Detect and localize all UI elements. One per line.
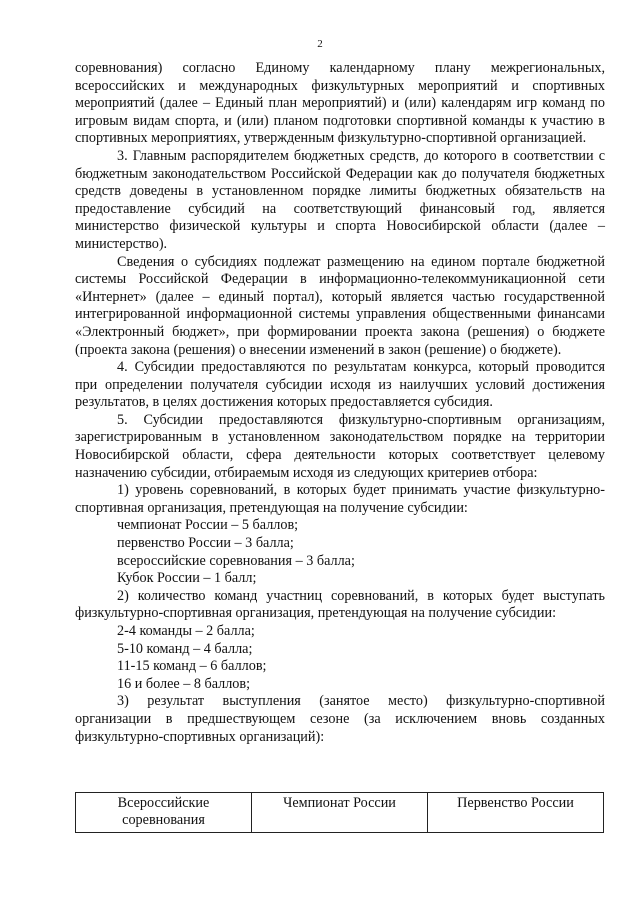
- list-item: 2-4 команды – 2 балла;: [117, 623, 255, 639]
- criterion-1: 1) уровень соревнований, в которых будет принимать участие физкультурно-спортивная организация, претендующая на получение субсидии:: [75, 482, 605, 516]
- criterion-2: 2) количество команд участниц соревнований, в которых будет выступать физкультурно-спортивная организация, претендующая на получение субсидии:: [75, 587, 605, 622]
- page-number: 2: [317, 38, 323, 50]
- list-item: чемпионат России – 5 баллов;: [117, 517, 299, 534]
- list-item: 11-15 команд – 6 баллов;: [117, 658, 267, 675]
- paragraph-3: 3. Главным распорядителем бюджетных средств, до которого в соответствии с бюджетным законодательством Российской Федерации как до получателя бюджетных средств доведены в установленном порядке лимиты бюджетных обязательств на предоставление субсидий на соответствующий финансовый год, является министерство физической культуры и спорта Новосибирской области (далее – министерство).: [75, 147, 605, 252]
- list-item: 16 и более – 8 баллов;: [117, 675, 251, 692]
- table-header-cell: Чемпионат России: [252, 793, 428, 833]
- document-body: [75, 60, 605, 746]
- table-header-cell: Первенство России: [428, 793, 604, 833]
- paragraph-4: 4. Субсидии предоставляются по результатам конкурса, который проводится при определении получателя субсидии исходя из наилучших условий достижения результатов, в целях достижения которых предоставляется субсидия.: [75, 359, 605, 411]
- list-item: первенство России – 3 балла;: [117, 535, 294, 552]
- table-header-row: [76, 793, 604, 833]
- paragraph-portal-info: Сведения о субсидиях подлежат размещению на едином портале бюджетной системы Российской Федерации в информационно-телекоммуникационной сети «Интернет» (далее – единый портал), который является частью государственной интегрированной информационной системы управления общественными финансами «Электронный бюджет», при формировании проекта закона (решения) о бюджете (проекта закона (решения) о внесении изменений в закон (решение) о бюджете).: [75, 253, 605, 358]
- paragraph-5: 5. Субсидии предоставляются физкультурно-спортивным организациям, зарегистрированным в установленном законодательством порядке на территории Новосибирской области, сфера деятельности которых соответствует целевому назначению субсидии, отбираемым исходя из следующих критериев отбора:: [75, 411, 605, 481]
- criterion-3: 3) результат выступления (занятое место) физкультурно-спортивной организации в предшествующем сезоне (за исключением вновь созданных физкультурно-спортивных организаций):: [75, 693, 605, 745]
- list-item: всероссийские соревнования – 3 балла;: [117, 552, 355, 569]
- paragraph-continuation: соревнования) согласно Единому календарному плану межрегиональных, всероссийских и международных физкультурных мероприятий и спортивных мероприятий (далее – Единый план мероприятий) и (или) календарям игр команд по игровым видам спорта, и (или) планом подготовки спортивной команды к участию в спортивных мероприятиях, утвержденным физкультурно-спортивной организацией.: [75, 60, 605, 147]
- list-item: Кубок России – 1 балл;: [117, 570, 257, 587]
- list-item: 5-10 команд – 4 балла;: [117, 640, 253, 657]
- results-table: [75, 792, 604, 833]
- table-header-cell: Всероссийские соревнования: [76, 793, 252, 833]
